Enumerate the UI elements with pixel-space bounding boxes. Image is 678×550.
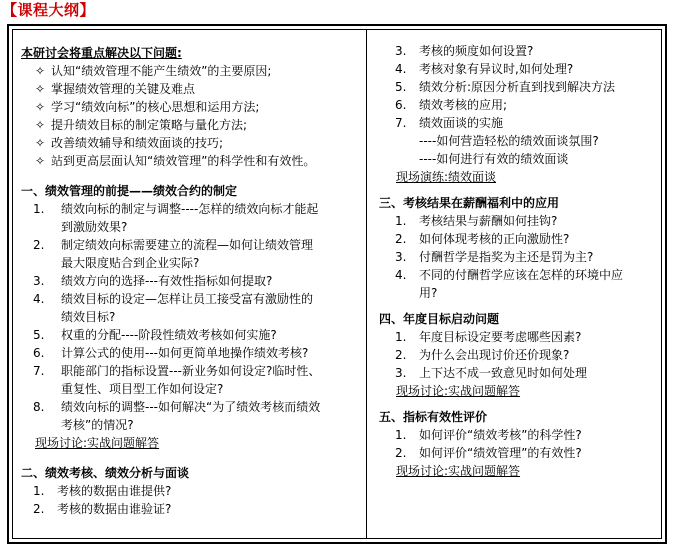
section1-list <box>21 200 358 434</box>
list-item <box>379 60 663 78</box>
item-number: 5. <box>33 328 45 342</box>
exercise-note: 现场讨论:实战问题解答 <box>35 436 160 450</box>
item-text: 绩效面谈的实施 <box>419 116 504 130</box>
list-item <box>379 42 663 60</box>
item-number: 1. <box>395 214 407 228</box>
item-text: 年度目标设定要考虑哪些因素? <box>419 330 582 344</box>
item-number: 6. <box>395 98 407 112</box>
list-item <box>21 62 358 80</box>
item-number: 2. <box>395 348 407 362</box>
item-number: 3. <box>395 366 407 380</box>
item-number: 3. <box>395 250 407 264</box>
section-heading: 四、年度目标启动问题 <box>379 312 500 326</box>
section-heading: 一、绩效管理的前提——绩效合约的制定 <box>21 184 238 198</box>
item-text: 绩效目标的设定—怎样让员工接受富有激励性的 <box>61 292 314 306</box>
item-number: 7. <box>33 364 45 378</box>
diamond-bullet-icon: ✧ <box>35 154 46 168</box>
item-number: 2. <box>395 446 407 460</box>
bullet-text: 提升绩效目标的制定策略与量化方法; <box>51 118 248 132</box>
item-text: 考核”的情况? <box>61 418 134 432</box>
bullet-text: 学习“绩效向标”的核心思想和运用方法; <box>51 100 260 114</box>
list-item <box>379 426 663 444</box>
sub-item: ----如何营造轻松的绩效面谈氛围? <box>419 134 599 148</box>
item-text: 绩效目标? <box>61 310 116 324</box>
exercise-note: 现场演练:绩效面谈 <box>396 170 497 184</box>
item-text: 付酬哲学是指奖为主还是罚为主? <box>419 250 594 264</box>
section-heading: 五、指标有效性评价 <box>379 410 488 424</box>
item-number: 2. <box>33 238 45 252</box>
item-text: 到激励效果? <box>61 220 128 234</box>
section2-list <box>21 482 358 518</box>
item-number: 3. <box>33 274 45 288</box>
diamond-bullet-icon: ✧ <box>35 64 46 78</box>
list-item <box>379 444 663 462</box>
list-item <box>21 500 358 518</box>
item-number: 1. <box>395 330 407 344</box>
item-text: 职能部门的指标设置---新业务如何设定?临时性、 <box>61 364 321 378</box>
list-item <box>21 362 358 398</box>
list-item <box>379 96 663 114</box>
item-text: 最大限度贴合到企业实际? <box>61 256 200 270</box>
list-item <box>21 200 358 236</box>
intro-bullet-list <box>21 62 358 170</box>
item-number: 2. <box>33 502 45 516</box>
item-text: 如何评价“绩效管理”的有效性? <box>419 446 582 460</box>
item-text: 制定绩效向标需要建立的流程—如何让绩效管理 <box>61 238 314 252</box>
exercise-note: 现场讨论:实战问题解答 <box>396 464 521 478</box>
list-item <box>21 134 358 152</box>
item-text: 绩效向标的调整---如何解决“为了绩效考核而绩效 <box>61 400 321 414</box>
outline-inner-border <box>12 29 662 539</box>
item-text: 为什么会出现讨价还价现象? <box>419 348 570 362</box>
item-text: 考核对象有异议时,如何处理? <box>419 62 574 76</box>
diamond-bullet-icon: ✧ <box>35 100 46 114</box>
list-item <box>21 482 358 500</box>
item-number: 6. <box>33 346 45 360</box>
item-number: 5. <box>395 80 407 94</box>
outline-frame <box>7 24 667 544</box>
diamond-bullet-icon: ✧ <box>35 82 46 96</box>
item-text: 考核的数据由谁验证? <box>57 502 172 516</box>
list-item <box>21 152 358 170</box>
page-title: 【课程大纲】 <box>2 1 96 19</box>
list-item <box>21 398 358 434</box>
item-number: 4. <box>395 62 407 76</box>
sub-item: ----如何进行有效的绩效面谈 <box>419 152 569 166</box>
item-number: 4. <box>33 292 45 306</box>
item-text: 权重的分配----阶段性绩效考核如何实施? <box>61 328 277 342</box>
diamond-bullet-icon: ✧ <box>35 118 46 132</box>
item-text: 重复性、项目型工作如何设定? <box>61 382 224 396</box>
section4-list <box>379 328 663 382</box>
item-number: 4. <box>395 268 407 282</box>
section2-continued-list <box>379 42 663 132</box>
list-item <box>21 80 358 98</box>
bullet-text: 改善绩效辅导和绩效面谈的技巧; <box>51 136 224 150</box>
list-item <box>21 272 358 290</box>
list-item <box>379 212 663 230</box>
left-column <box>21 44 358 518</box>
item-text: 不同的付酬哲学应该在怎样的环境中应 <box>419 268 624 282</box>
list-item <box>379 328 663 346</box>
item-text: 绩效方向的选择---有效性指标如何提取? <box>61 274 273 288</box>
section3-list <box>379 212 663 302</box>
intro-title: 本研讨会将重点解决以下问题: <box>21 46 182 60</box>
list-item <box>379 346 663 364</box>
item-text: 如何评价“绩效考核”的科学性? <box>419 428 582 442</box>
item-number: 8. <box>33 400 45 414</box>
column-divider <box>366 30 367 538</box>
list-item <box>21 344 358 362</box>
item-number: 3. <box>395 44 407 58</box>
bullet-text: 站到更高层面认知“绩效管理”的科学性和有效性。 <box>51 154 316 168</box>
bullet-text: 掌握绩效管理的关键及难点 <box>51 82 196 96</box>
exercise-note: 现场讨论:实战问题解答 <box>396 384 521 398</box>
bullet-text: 认知“绩效管理不能产生绩效”的主要原因; <box>51 64 272 78</box>
list-item <box>379 114 663 132</box>
item-number: 7. <box>395 116 407 130</box>
item-text: 上下达不成一致意见时如何处理 <box>419 366 588 380</box>
section-heading: 二、绩效考核、绩效分析与面谈 <box>21 466 190 480</box>
list-item <box>379 230 663 248</box>
section-heading: 三、考核结果在薪酬福利中的应用 <box>379 196 560 210</box>
item-text: 绩效向标的制定与调整----怎样的绩效向标才能起 <box>61 202 319 216</box>
list-item <box>21 290 358 326</box>
diamond-bullet-icon: ✧ <box>35 136 46 150</box>
item-number: 1. <box>33 484 45 498</box>
list-item <box>21 326 358 344</box>
item-text: 考核结果与薪酬如何挂钩? <box>419 214 558 228</box>
item-text: 绩效分析:原因分析直到找到解决方法 <box>419 80 616 94</box>
list-item <box>21 236 358 272</box>
item-text: 考核的频度如何设置? <box>419 44 534 58</box>
item-number: 1. <box>395 428 407 442</box>
list-item <box>21 98 358 116</box>
list-item <box>379 266 663 302</box>
item-text: 用? <box>419 286 438 300</box>
list-item <box>379 248 663 266</box>
right-column <box>379 42 663 480</box>
list-item <box>379 78 663 96</box>
item-text: 计算公式的使用---如何更简单地操作绩效考核? <box>61 346 309 360</box>
list-item <box>379 364 663 382</box>
list-item <box>21 116 358 134</box>
item-text: 如何体现考核的正向激励性? <box>419 232 570 246</box>
item-text: 绩效考核的应用; <box>419 98 508 112</box>
section5-list <box>379 426 663 462</box>
item-number: 2. <box>395 232 407 246</box>
item-number: 1. <box>33 202 45 216</box>
item-text: 考核的数据由谁提供? <box>57 484 172 498</box>
